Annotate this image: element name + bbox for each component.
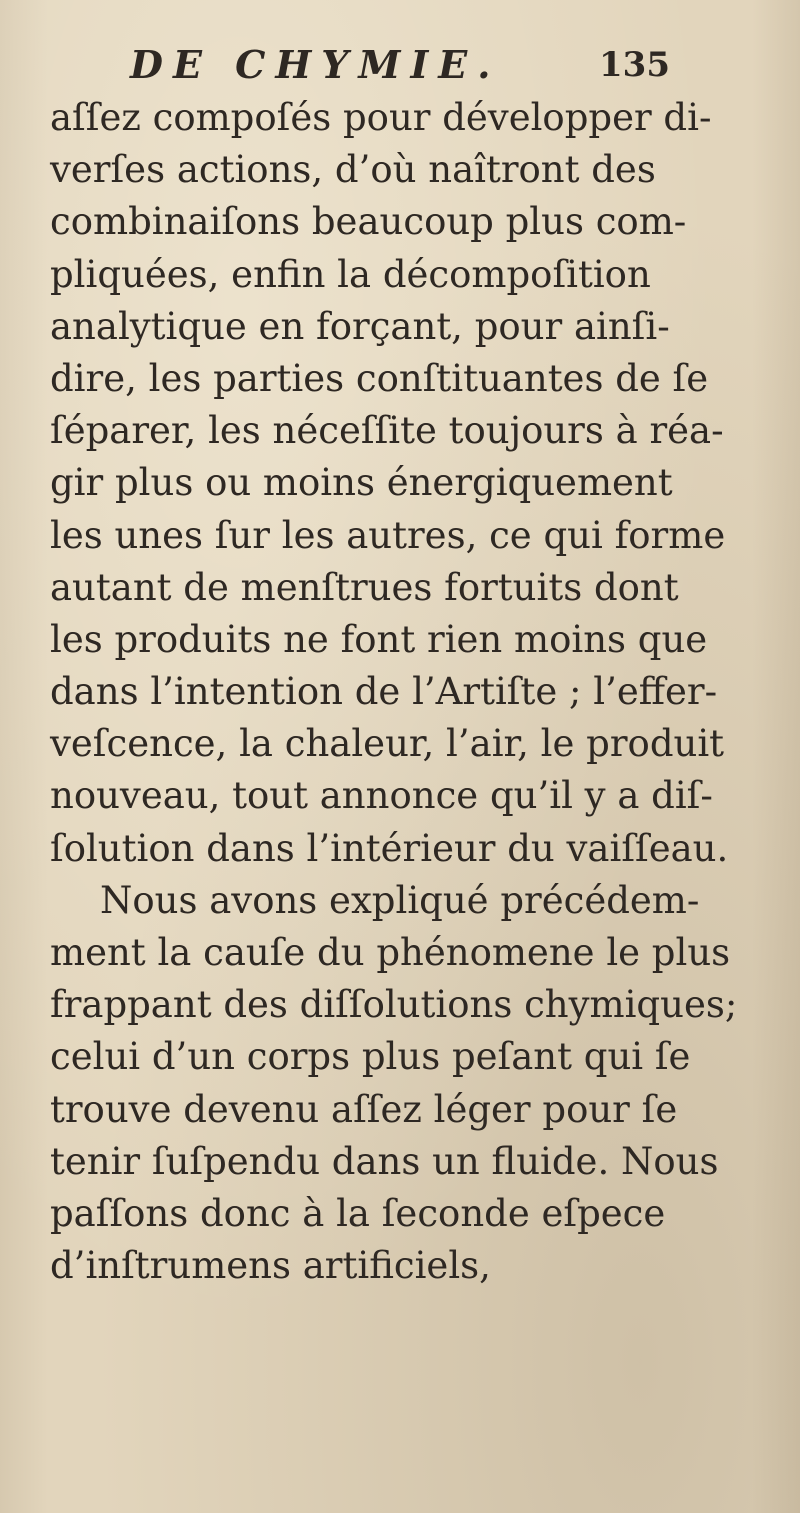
text-line: les produits ne font rien moins que — [50, 617, 708, 661]
text-line: ment la cauſe du phénomene le plus — [50, 931, 731, 974]
page-header — [130, 40, 670, 90]
text-line: aſſez compoſés pour développer di- — [50, 96, 712, 139]
text-line: analytique en forçant, pour ainſi- — [50, 304, 670, 348]
body-text — [50, 92, 770, 1292]
text-line: dire, les parties conſtituantes de ſe — [50, 356, 709, 400]
text-line: frappant des diſſolutions chymiques; — [50, 983, 738, 1027]
text-line: celui d’un corps plus peſant qui ſe — [50, 1035, 691, 1079]
text-line: combinaiſons beaucoup plus com- — [50, 200, 687, 244]
text-line: tenir ſuſpendu dans un fluide. Nous — [50, 1139, 719, 1183]
text-line: pliquées, enfin la décompoſition — [50, 252, 651, 296]
text-line: ſolution dans l’intérieur du vaiſſeau. — [50, 826, 729, 870]
text-line: ſéparer, les néceſſite toujours à réa- — [50, 409, 724, 453]
running-title: DE CHYMIE. — [130, 42, 501, 87]
text-line: autant de menſtrues fortuits dont — [50, 565, 679, 609]
text-line: trouve devenu aſſez léger pour ſe — [50, 1087, 678, 1131]
text-line: verſes actions, d’où naîtront des — [50, 148, 656, 192]
paragraph-start-line: Nous avons expliqué précédem- — [100, 878, 700, 922]
text-line: les unes ſur les autres, ce qui forme — [50, 513, 726, 557]
text-line: paſſons donc à la ſeconde eſpece — [50, 1191, 666, 1235]
text-line: dans l’intention de l’Artiſte ; l’effer- — [50, 670, 718, 714]
text-line: veſcence, la chaleur, l’air, le produit — [50, 722, 725, 766]
text-line: gir plus ou moins énergiquement — [50, 461, 673, 505]
page-number: 135 — [599, 45, 670, 85]
text-line: d’inſtrumens artificiels, — [50, 1244, 491, 1288]
text-line: nouveau, tout annonce qu’il y a diſ- — [50, 774, 713, 818]
